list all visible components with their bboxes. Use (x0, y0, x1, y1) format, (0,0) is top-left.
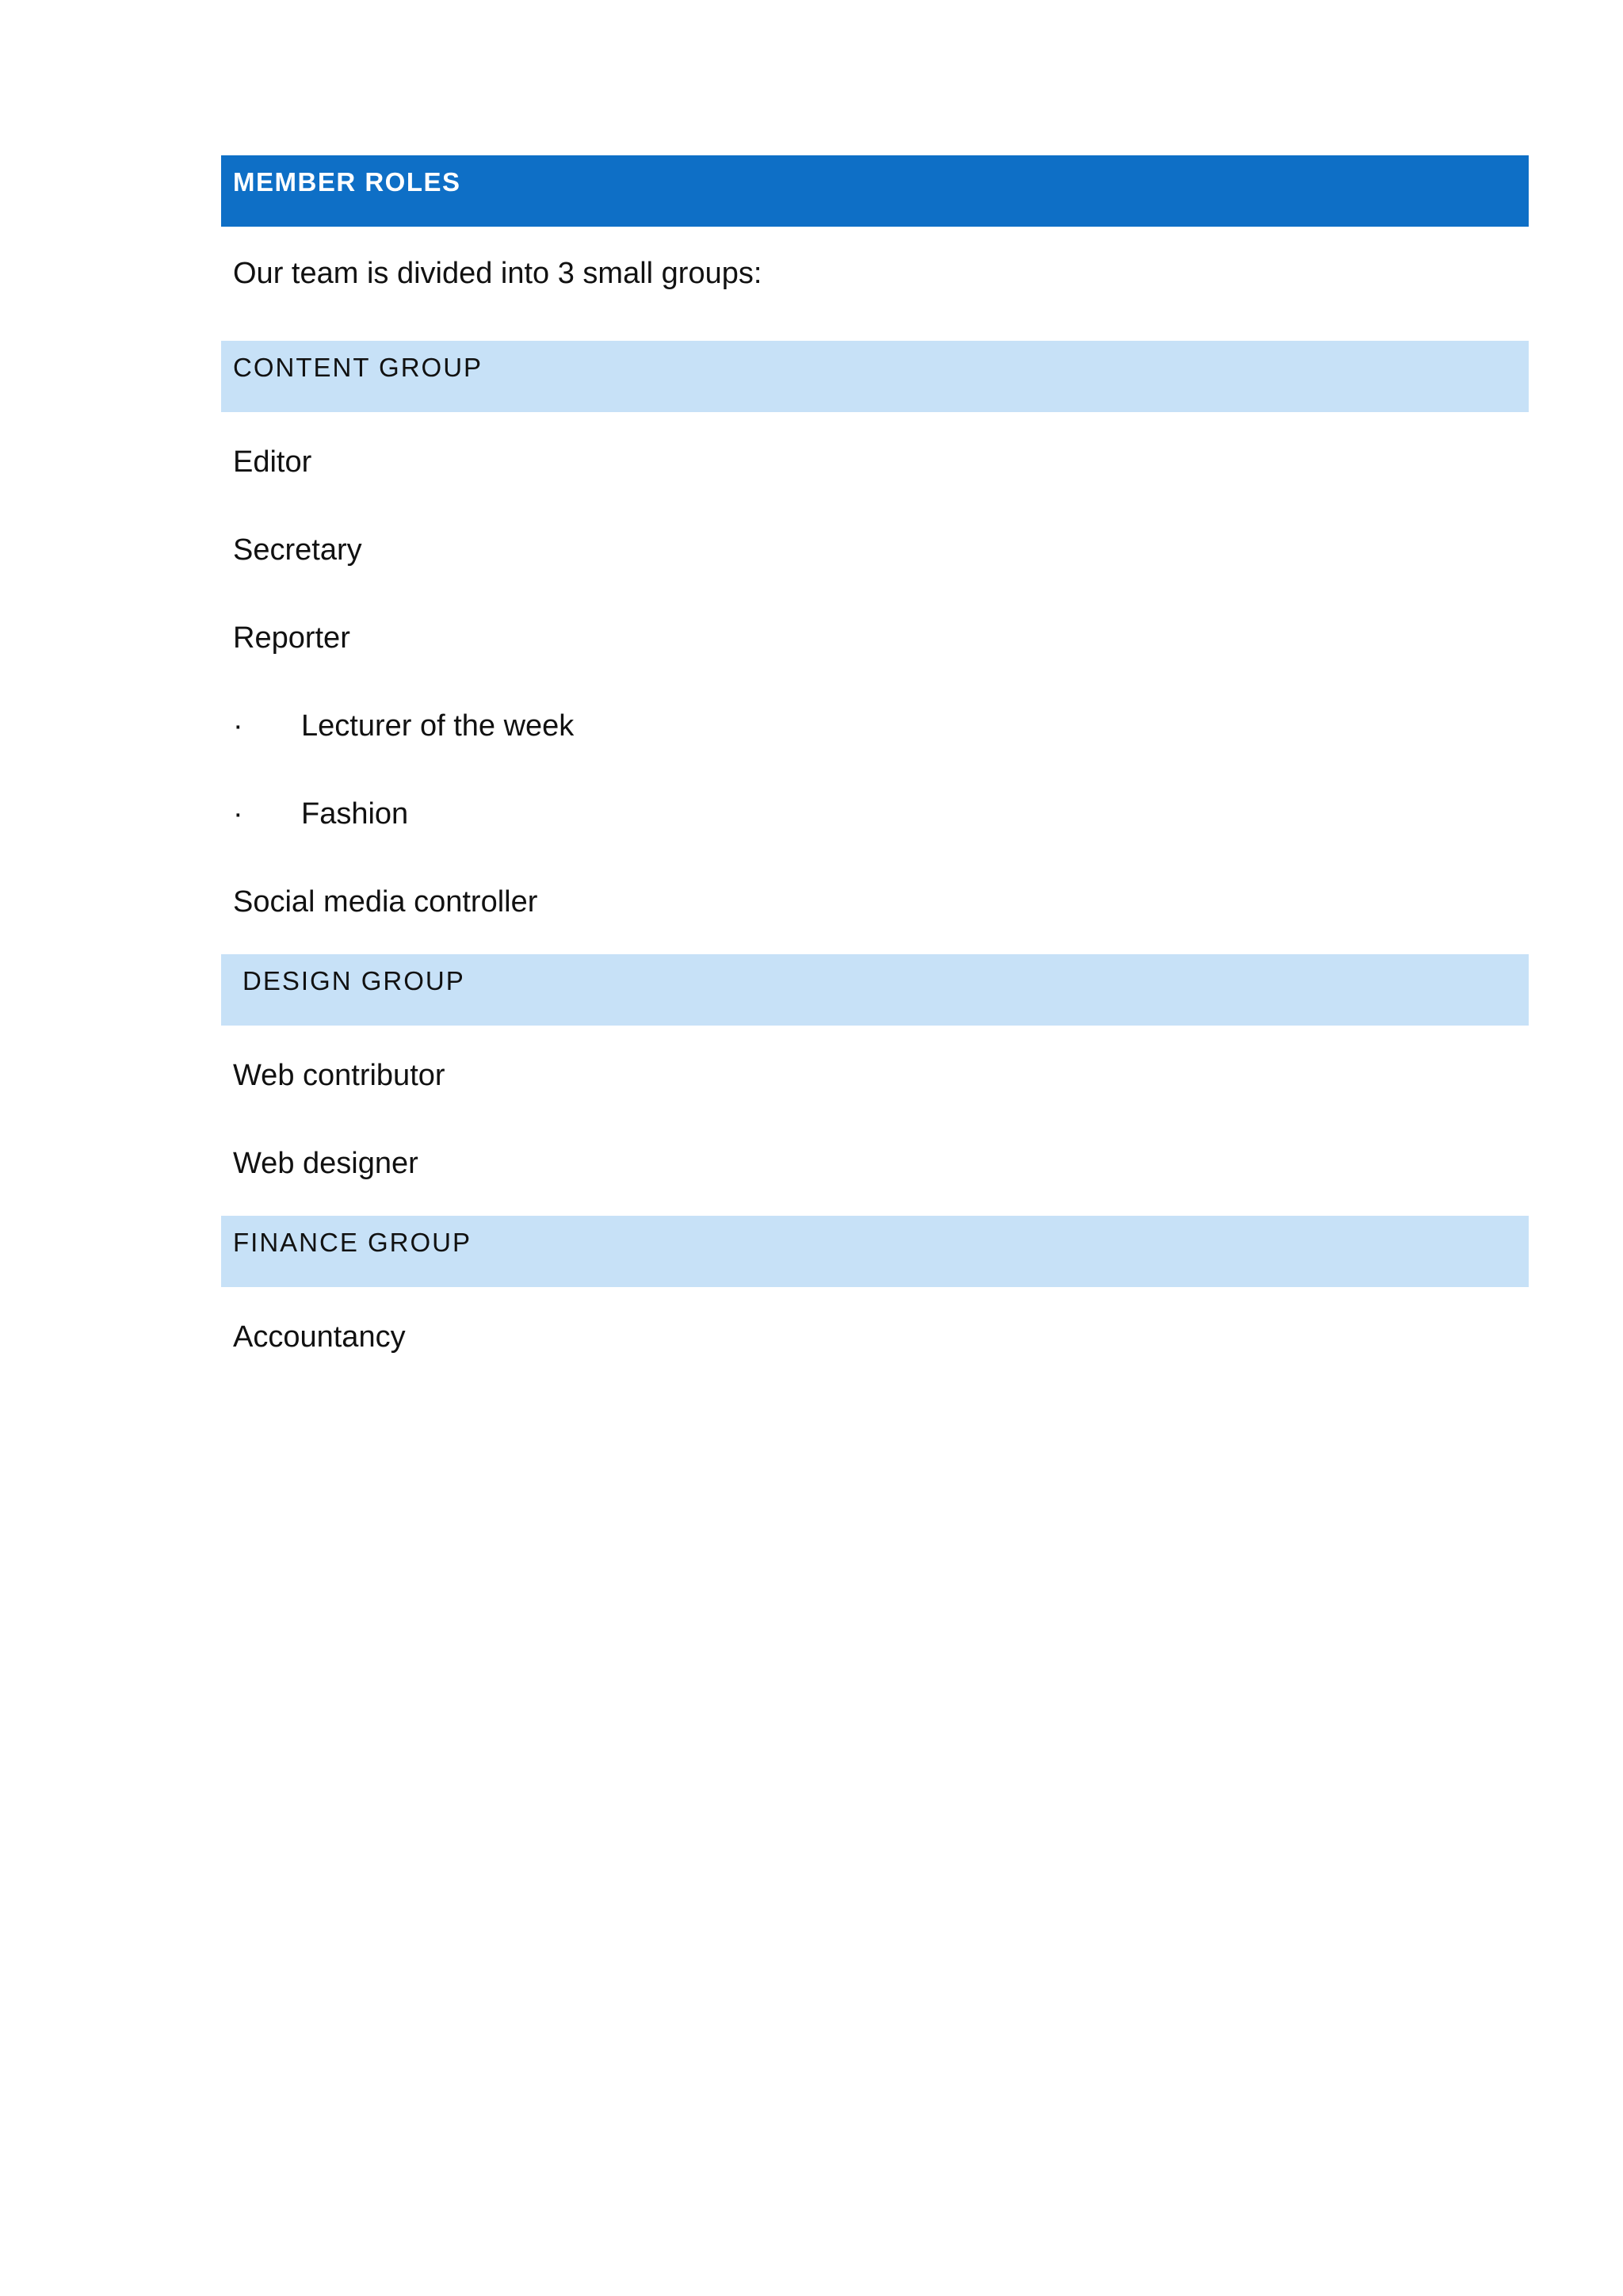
role-label: Fashion (301, 797, 409, 831)
role-item (221, 1322, 1529, 1389)
role-label: Accountancy (233, 1320, 406, 1354)
role-label: Web designer (233, 1147, 418, 1180)
role-label: Lecturer of the week (301, 709, 575, 743)
design-group-roles (221, 1060, 1529, 1216)
role-label: Editor (233, 445, 312, 479)
role-item (221, 535, 1529, 623)
intro-paragraph: Our team is divided into 3 small groups: (233, 257, 762, 290)
role-label: Social media controller (233, 885, 538, 919)
role-item (221, 447, 1529, 535)
role-item-bulleted (221, 711, 1529, 799)
role-item (221, 1148, 1529, 1216)
role-item (221, 1060, 1529, 1148)
content-group-roles (221, 447, 1529, 954)
group-heading-design: DESIGN GROUP (221, 954, 1529, 1026)
group-heading-finance: FINANCE GROUP (221, 1216, 1529, 1287)
section-heading-member-roles: MEMBER ROLES (221, 155, 1529, 227)
role-item-bulleted (221, 799, 1529, 887)
group-heading-content: CONTENT GROUP (221, 341, 1529, 412)
role-item (221, 887, 1529, 954)
role-label: Reporter (233, 621, 350, 655)
role-label: Secretary (233, 533, 362, 567)
document-content (221, 155, 1529, 1389)
role-item (221, 623, 1529, 711)
role-label: Web contributor (233, 1059, 445, 1092)
bullet-dot: · (233, 797, 243, 831)
finance-group-roles (221, 1322, 1529, 1389)
bullet-dot: · (233, 709, 243, 743)
